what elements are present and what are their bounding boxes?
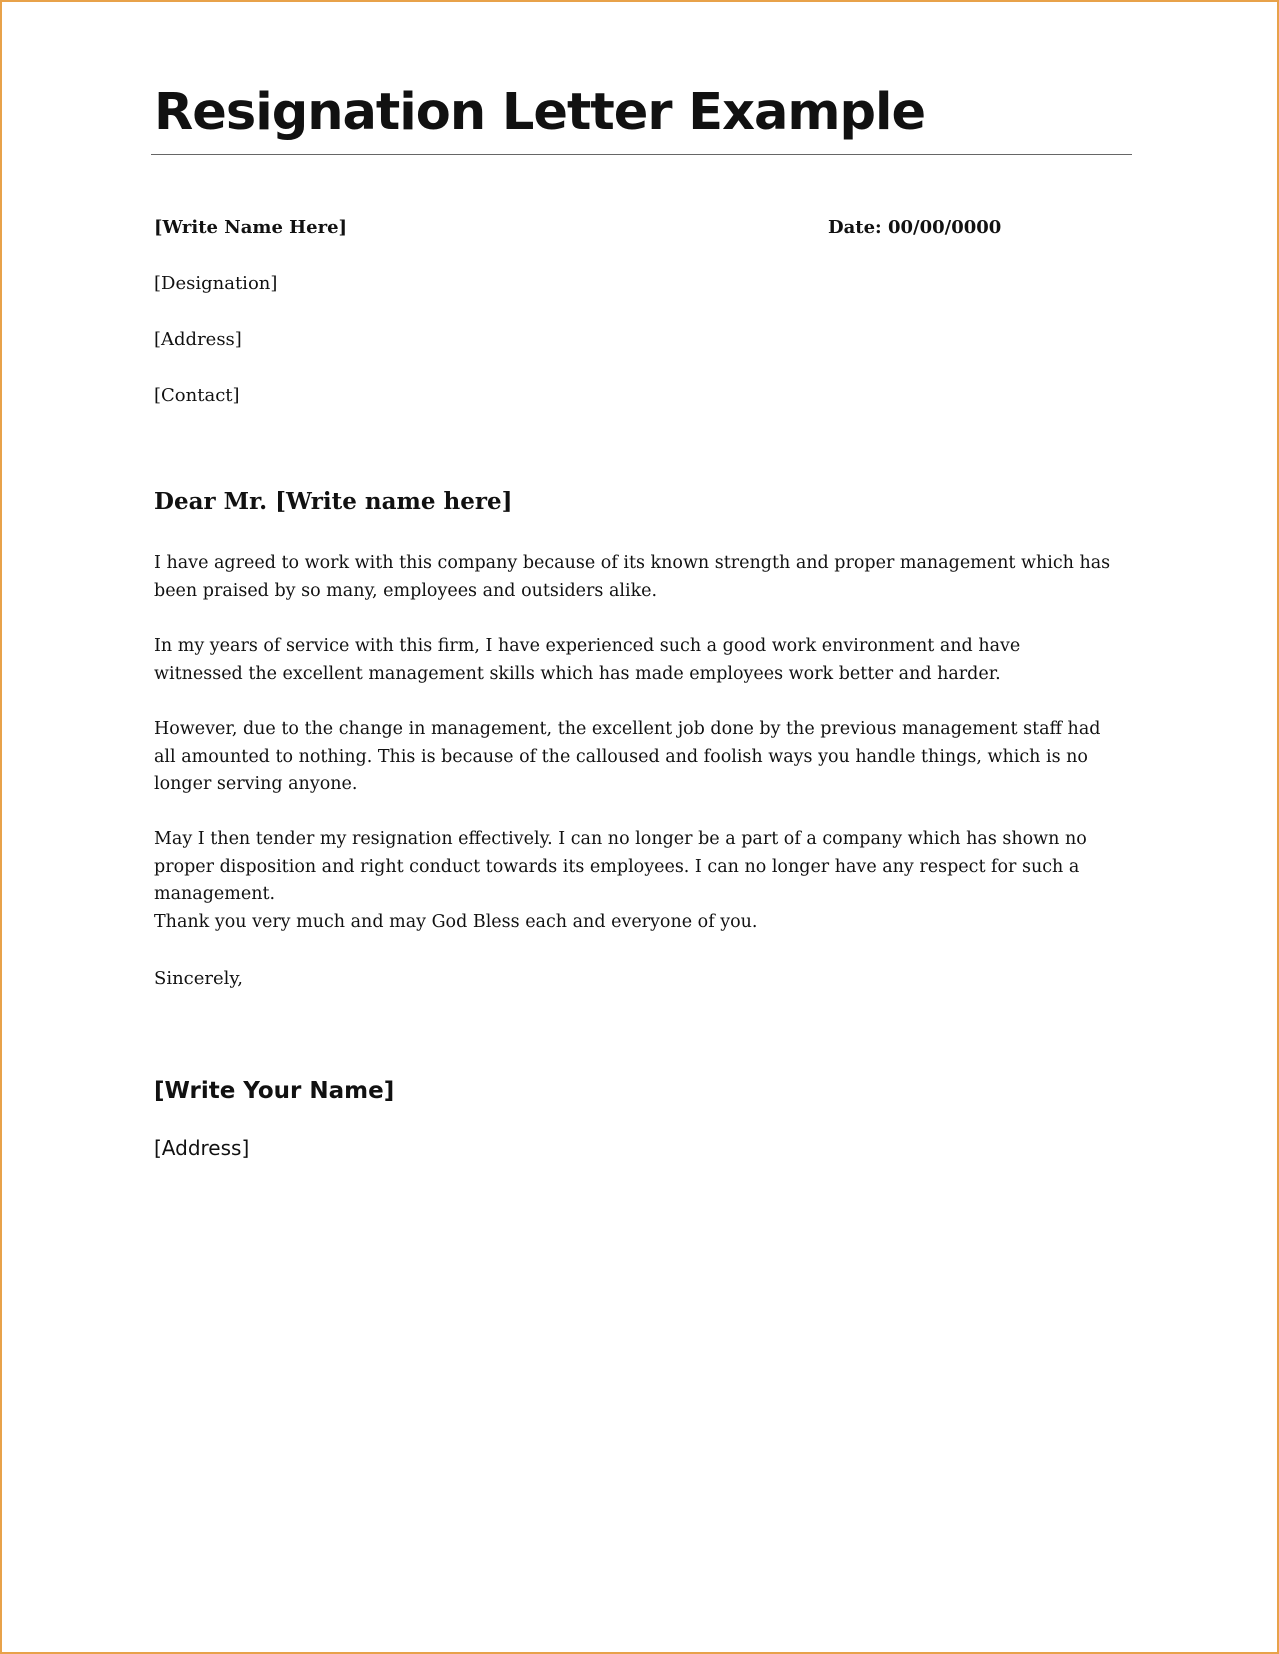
sender-address: [Address] [154, 329, 242, 350]
body-paragraph: I have agreed to work with this company because of its known strength and proper management which has been praised by so many, employees and outsiders alike. [154, 553, 1111, 601]
body-paragraph: May I then tender my resignation effectively. I can no longer be a part of a company which has shown no proper disposition and right conduct towards its employees. I can no longer have any respect for such a management. [154, 829, 1087, 904]
title-divider [151, 154, 1132, 155]
closing: Sincerely, [154, 968, 243, 989]
signature-address: [Address] [154, 1136, 250, 1160]
letter-date: Date: 00/00/0000 [828, 217, 1002, 238]
sender-name: [Write Name Here] [154, 217, 348, 238]
signature-name: [Write Your Name] [154, 1078, 395, 1104]
sender-designation: [Designation] [154, 273, 278, 294]
page-title: Resignation Letter Example [154, 83, 926, 142]
salutation: Dear Mr. [Write name here] [154, 488, 513, 515]
body-paragraph: Thank you very much and may God Bless each and everyone of you. [154, 912, 758, 932]
sender-contact: [Contact] [154, 385, 240, 406]
body-paragraph: However, due to the change in management, the excellent job done by the previous management staff had all amounted to nothing. This is because of the calloused and foolish ways you handle things, which is no longer serving anyone. [154, 719, 1101, 794]
body-paragraph: In my years of service with this firm, I have experienced such a good work environment and have witnessed the excellent management skills which has made employees work better and harder. [154, 636, 1021, 684]
